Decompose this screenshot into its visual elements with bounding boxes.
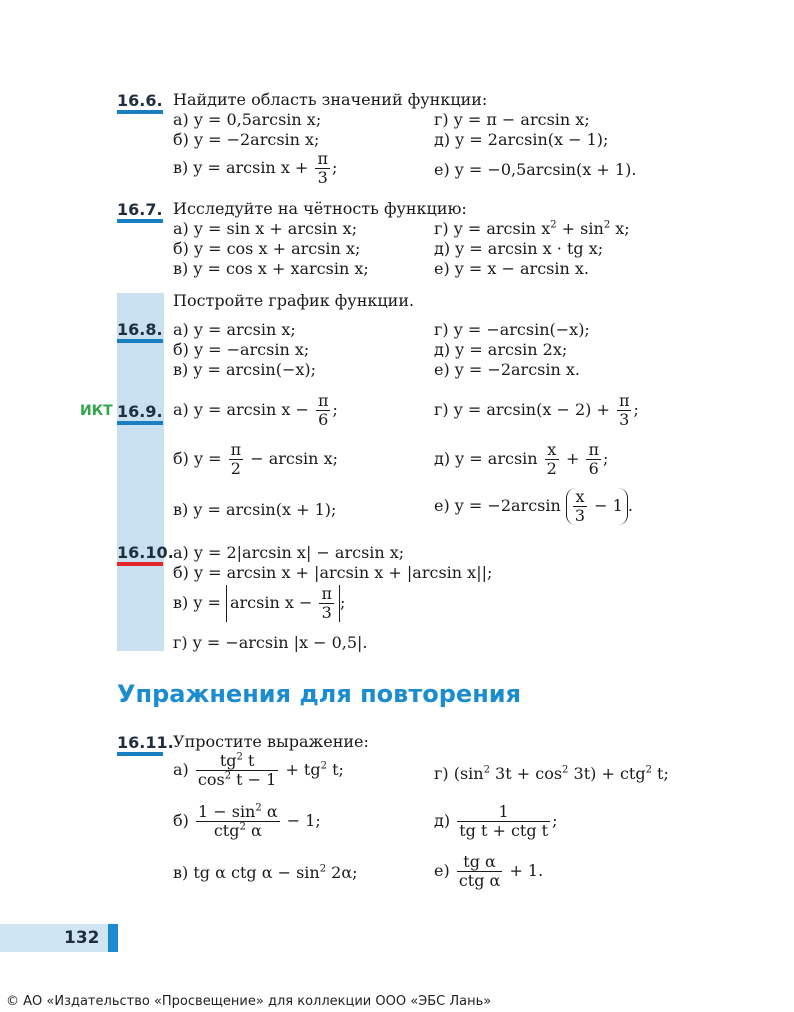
problem-number-16-6: 16.6.: [117, 91, 163, 110]
problem-number-16-11: 16.11.: [117, 733, 174, 752]
fraction: $\frac{1 - \sin^2 \alpha}{ctg^2 \alpha}$: [197, 802, 278, 840]
absolute-value: arcsin x − $\frac{\pi}{3}$: [226, 585, 340, 622]
problem-number-16-7: 16.7.: [117, 200, 163, 219]
fraction: $\frac{x}{2}$: [546, 440, 557, 478]
item-d: д) y = arcsin 2x;: [434, 340, 568, 359]
item-e: е) y = x − arcsin x.: [434, 259, 589, 278]
item-g: г) y = −arcsin |x − 0,5|.: [173, 633, 368, 652]
exercise-group-band: [117, 293, 164, 651]
item-b: б) y = −2arcsin x;: [173, 130, 320, 149]
item-e: е) $\frac{\text{tg α}}{\text{ctg α}}$ + 1.: [434, 852, 544, 890]
fraction: $\frac{\text{tg α}}{\text{ctg α}}$: [458, 852, 501, 890]
fraction: $\frac{\pi}{2}$: [230, 440, 242, 478]
section-heading: Упражнения для повторения: [117, 680, 522, 708]
page-number-bar-edge: [108, 924, 118, 952]
item-a: а) y = 2|arcsin x| − arcsin x;: [173, 543, 405, 562]
item-e: е) y = −2arcsin x.: [434, 360, 580, 379]
problem-underline: [117, 421, 163, 425]
item-b: б) y = arcsin x + |arcsin x + |arcsin x||;: [173, 563, 493, 582]
item-b: б) y = cos x + arcsin x;: [173, 239, 361, 258]
item-g: г) y = arcsin(x − 2) + $\frac{\pi}{3}$ ;: [434, 391, 639, 429]
item-a: а) y = 0,5arcsin x;: [173, 110, 322, 129]
item-b: б) y = $\frac{\pi}{2}$ − arcsin x;: [173, 440, 338, 478]
item-v: в) y = cos x + xarcsin x;: [173, 259, 369, 278]
fraction: $\frac{\pi}{3}$: [317, 149, 328, 187]
item-d: д) y = 2arcsin(x − 1);: [434, 130, 609, 149]
item-g: г) ($\sin^2$ $3t + \cos^2 3t) + ctg^2$ t;: [434, 764, 669, 783]
item-b: б) y = −arcsin x;: [173, 340, 310, 359]
fraction: $\frac{\pi}{6}$: [317, 391, 329, 429]
big-parentheses: $\frac{x}{3}$ − 1: [566, 488, 628, 525]
item-d: д) $\frac{1}{\text{tg t + ctg t}}$ ;: [434, 802, 558, 840]
problem-number-16-8: 16.8.: [117, 320, 163, 339]
item-v: в) tg α ctg $\alpha - \sin^2 2\alpha$;: [173, 863, 358, 882]
fraction: $\frac{\pi}{6}$: [588, 440, 599, 478]
problem-underline: [117, 339, 163, 343]
problem-task: Исследуйте на чётность функцию:: [173, 199, 467, 218]
item-a: а) y = arcsin x;: [173, 320, 296, 339]
item-g: г) $y = \arcsin x^2 + \sin^2 x$;: [434, 219, 630, 238]
page-number: 132: [64, 928, 100, 948]
fraction: $\frac{1}{\text{tg t + ctg t}}$: [459, 802, 549, 840]
problem-underline-red: [117, 562, 163, 566]
item-g: г) y = −arcsin(−x);: [434, 320, 590, 339]
item-v: в) y = arcsin x − $\frac{\pi}{3}$ ;: [173, 584, 346, 622]
problem-underline: [117, 110, 163, 114]
item-g: г) y = π − arcsin x;: [434, 110, 590, 129]
problem-task: Упростите выражение:: [173, 732, 369, 751]
build-instruction: Постройте график функции.: [173, 291, 415, 310]
item-a: а) y = arcsin x − $\frac{\pi}{6}$ ;: [173, 391, 338, 429]
item-a: а) y = sin x + arcsin x;: [173, 219, 358, 238]
fraction: $\frac{\pi}{3}$: [618, 391, 630, 429]
item-a: а) $\frac{tg^2 t}{\cos^2 t - 1}$ + $tg^2$ t;: [173, 751, 344, 789]
fraction: $\frac{\pi}{3}$: [321, 584, 332, 622]
item-d: д) y = arcsin x · tg x;: [434, 239, 604, 258]
problem-number-16-10: 16.10.: [117, 543, 174, 562]
fraction: $\frac{x}{3}$: [574, 487, 586, 525]
item-d: д) y = arcsin $\frac{x}{2}$ + $\frac{\pi}{6}$ ;: [434, 440, 609, 478]
problem-underline: [117, 752, 163, 756]
item-e: е) y = −2arcsin $\frac{x}{3}$ − 1 .: [434, 487, 633, 525]
item-v: в) y = arcsin(x + 1);: [173, 500, 337, 519]
problem-underline: [117, 219, 163, 223]
ikt-label: ИКТ: [80, 403, 113, 419]
item-b: б) $\frac{1 - \sin^2 \alpha}{ctg^2 \alpha}$ − 1;: [173, 802, 321, 840]
problem-task: Найдите область значений функции:: [173, 90, 488, 109]
copyright-notice: © АО «Издательство «Просвещение» для коллекции ООО «ЭБС Лань»: [6, 994, 492, 1009]
fraction: $\frac{tg^2 t}{\cos^2 t - 1}$: [197, 751, 277, 789]
item-v: в) y = arcsin x + $\frac{\pi}{3}$ ;: [173, 149, 338, 187]
item-e: е) y = −0,5arcsin(x + 1).: [434, 160, 637, 179]
problem-number-16-9: 16.9.: [117, 402, 163, 421]
item-v: в) y = arcsin(−x);: [173, 360, 317, 379]
